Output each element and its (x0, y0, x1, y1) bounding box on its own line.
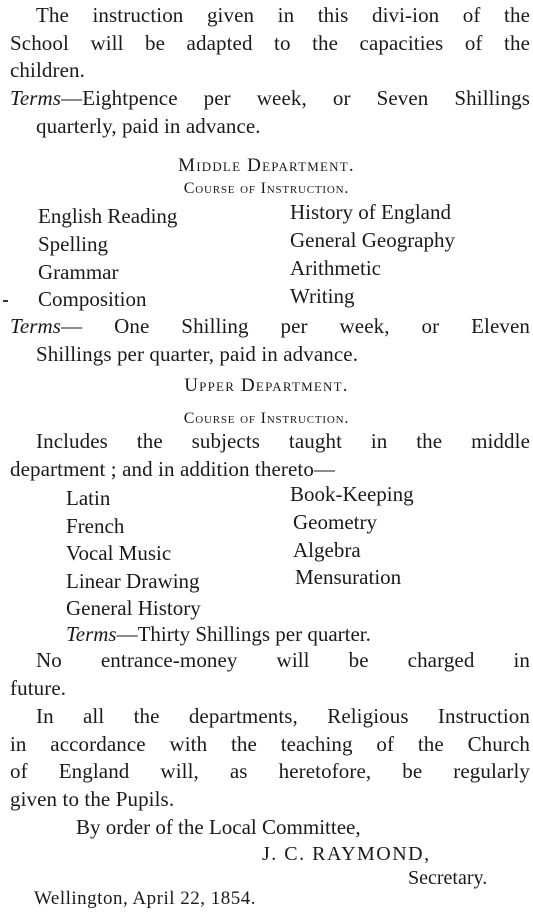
entrance-line: No entrance-money will be charged in (36, 648, 530, 672)
middle-terms (10, 313, 530, 368)
lower-terms (10, 85, 530, 140)
entrance-paragraph (10, 647, 530, 702)
upper-includes (10, 428, 530, 483)
subject-item: Book-Keeping (290, 482, 414, 506)
subject-item: Grammar (38, 260, 119, 284)
subject-item: General History (66, 596, 201, 620)
subject-item: Arithmetic (290, 256, 381, 280)
subject-item: Algebra (293, 538, 361, 562)
subject-item: Spelling (38, 232, 109, 256)
secretary-role: Secretary. (408, 867, 488, 889)
subject-item: General Geography (290, 228, 456, 252)
subject-item: Writing (290, 284, 355, 308)
subject-item: Geometry (293, 510, 377, 534)
dateline: Wellington, April 22, 1854. (34, 888, 257, 909)
middle-course-heading: Course of Instruction. (183, 180, 350, 197)
religious-line: given to the Pupils. (10, 786, 175, 811)
subject-item: Mensuration (295, 565, 402, 589)
religious-line: of England will, as heretofore, be regularly (10, 759, 530, 783)
middle-terms-line: Shillings per quarter, paid in advance. (36, 341, 359, 366)
secretary-name: J. C. RAYMOND, (262, 843, 431, 865)
religious-line: In all the departments, Religious Instruction (36, 704, 530, 728)
religious-line: in accordance with the teaching of the Church (10, 731, 530, 756)
middle-terms-text: — One Shilling per week, or Eleven (61, 314, 530, 338)
includes-line: department ; and in addition thereto— (10, 456, 336, 481)
intro-line: The instruction given in this divi-ion of the (36, 3, 530, 27)
subject-item: English Reading (38, 204, 178, 228)
terms-label: Terms (66, 622, 117, 646)
subject-item: Linear Drawing (66, 569, 200, 593)
subject-item: Composition (38, 287, 147, 311)
intro-paragraph (10, 2, 530, 85)
intro-line: children. (10, 58, 85, 82)
lower-terms-line: quarterly, paid in advance. (36, 113, 261, 138)
middle-terms-line (10, 313, 530, 341)
subject-item: Latin (66, 486, 111, 510)
upper-terms (66, 621, 371, 648)
religious-paragraph (10, 703, 530, 813)
order-line: By order of the Local Committee, (76, 815, 361, 839)
terms-label: Terms (10, 86, 62, 110)
includes-line: Includes the subjects taught in the middle (36, 429, 530, 453)
entrance-line: future. (10, 675, 67, 700)
terms-label: Terms (10, 314, 62, 338)
upper-course-heading: Course of Instruction. (183, 410, 350, 427)
subject-item: Vocal Music (66, 541, 172, 565)
upper-terms-text: —Thirty Shillings per quarter. (116, 622, 371, 646)
lower-terms-line (10, 85, 530, 113)
middle-department-heading: Middle Department. (178, 155, 355, 176)
subject-item: French (66, 514, 125, 538)
subject-item: History of England (290, 200, 451, 224)
lower-terms-text: —Eightpence per week, or Seven Shillings (61, 86, 530, 110)
upper-department-heading: Upper Department. (184, 375, 349, 396)
margin-mark (3, 300, 8, 302)
intro-line: School will be adapted to the capacities of the (10, 30, 530, 55)
